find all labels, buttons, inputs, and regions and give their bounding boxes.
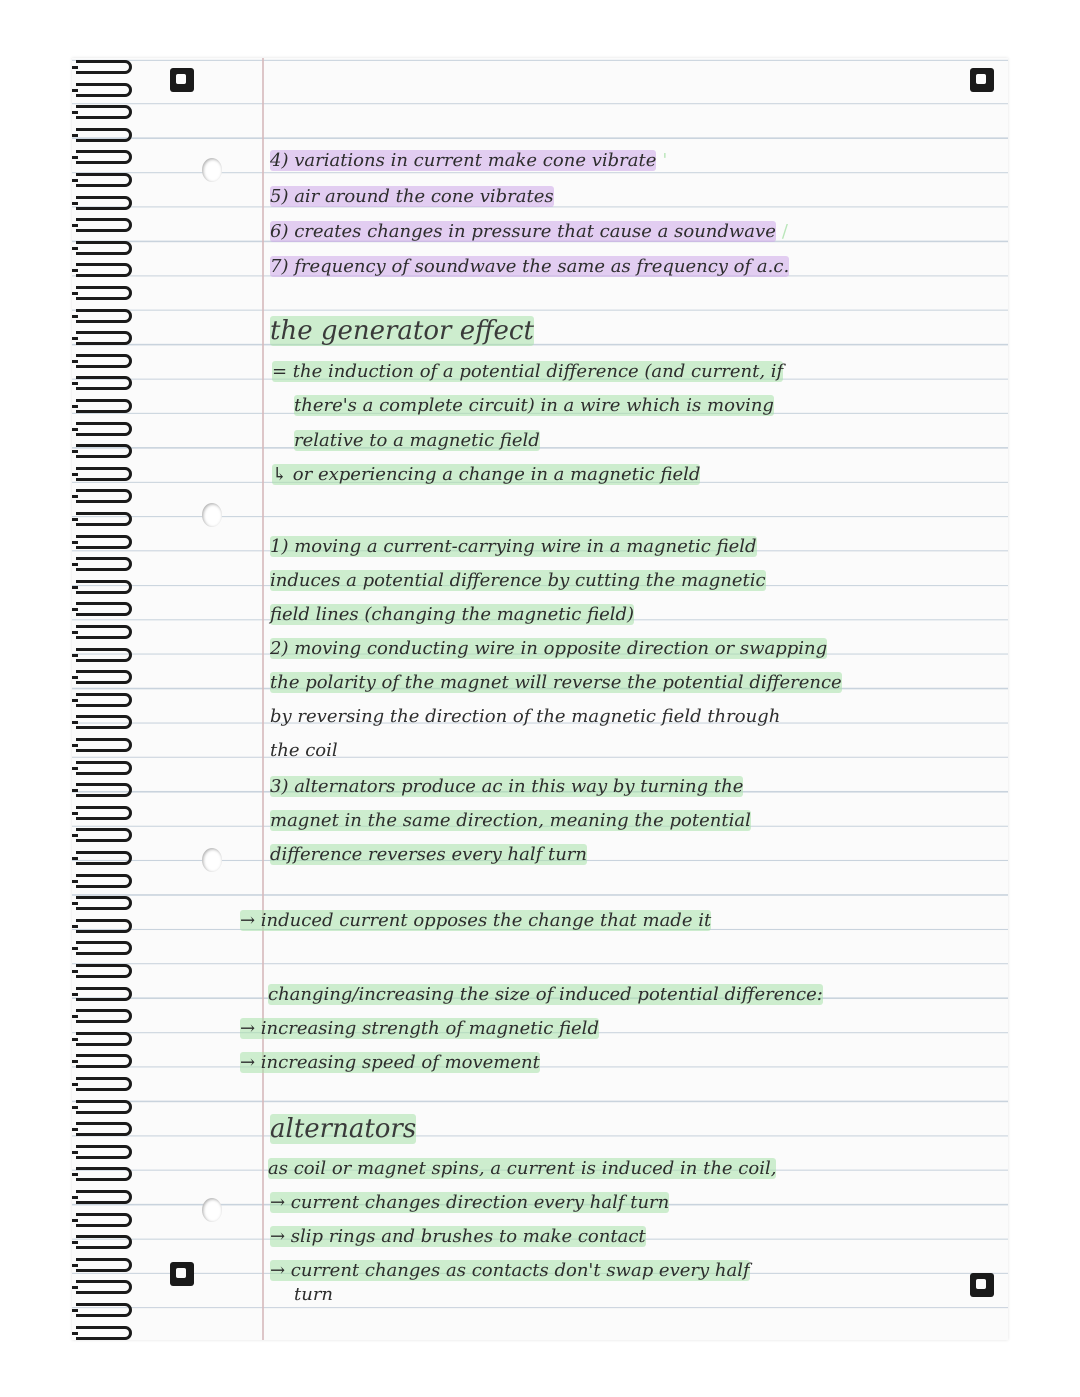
spiral-coil (76, 489, 132, 503)
spiral-coil (76, 964, 132, 978)
spiral-coil (76, 1258, 132, 1272)
generator-point: 1) moving a current-carrying wire in a magnetic field (270, 536, 757, 557)
generator-point: 2) moving conducting wire in opposite direction or swapping (270, 638, 828, 659)
spiral-coil (76, 1032, 132, 1046)
changing-heading: changing/increasing the size of induced potential difference: (268, 984, 823, 1005)
spiral-coil (76, 218, 132, 232)
generator-point: the polarity of the magnet will reverse the potential difference (270, 672, 842, 693)
spiral-coil (76, 602, 132, 616)
spiral-coil (76, 987, 132, 1001)
changing-point: → increasing strength of magnetic field (240, 1018, 599, 1039)
punch-hole (202, 1198, 222, 1222)
punch-hole (202, 848, 222, 872)
corner-marker-icon (970, 1273, 994, 1297)
spiral-coil (76, 919, 132, 933)
alternator-line: as coil or magnet spins, a current is induced in the coil, (268, 1158, 777, 1179)
generator-point: the coil (270, 740, 338, 761)
note-line: 6) creates changes in pressure that cause a soundwave / (270, 221, 788, 242)
spiral-coil (76, 761, 132, 775)
spiral-coil (76, 1077, 132, 1091)
spiral-coil (76, 693, 132, 707)
spiral-coil (76, 422, 132, 436)
spiral-coil (76, 580, 132, 594)
spiral-coil (76, 444, 132, 458)
spiral-coil (76, 1213, 132, 1227)
punch-hole (202, 158, 222, 182)
generator-point: induces a potential difference by cutting the magnetic (270, 570, 766, 591)
spiral-coil (76, 1167, 132, 1181)
spiral-coil (76, 1235, 132, 1249)
heading-generator-effect: the generator effect (270, 316, 534, 346)
changing-point: → increasing speed of movement (240, 1052, 540, 1073)
generator-point: by reversing the direction of the magnetic field through (270, 706, 781, 727)
definition-line: relative to a magnetic field (294, 430, 540, 451)
spiral-coil (76, 173, 132, 187)
spiral-coil (76, 941, 132, 955)
spiral-coil (76, 1326, 132, 1340)
spiral-coil (76, 535, 132, 549)
spiral-coil (76, 1190, 132, 1204)
generator-point: field lines (changing the magnetic field) (270, 604, 635, 625)
spiral-coil (76, 331, 132, 345)
spiral-coil (76, 828, 132, 842)
corner-marker-icon (170, 68, 194, 92)
spiral-coil (76, 150, 132, 164)
spiral-coil (76, 512, 132, 526)
spiral-coil (76, 874, 132, 888)
spiral-coil (76, 783, 132, 797)
spiral-coil (76, 241, 132, 255)
corner-marker-icon (170, 1262, 194, 1286)
spiral-coil (76, 896, 132, 910)
heading-alternators: alternators (270, 1114, 417, 1144)
spiral-coil (76, 1145, 132, 1159)
corner-marker-icon (970, 68, 994, 92)
alternator-line: turn (294, 1284, 334, 1305)
spiral-coil (76, 467, 132, 481)
spiral-coil (76, 1009, 132, 1023)
spiral-coil (76, 376, 132, 390)
notebook-page (72, 58, 1008, 1340)
spiral-coil (76, 83, 132, 97)
definition-line: there's a complete circuit) in a wire which is moving (294, 395, 774, 416)
spiral-binding (72, 58, 142, 1340)
spiral-coil (76, 263, 132, 277)
generator-point: magnet in the same direction, meaning the potential (270, 810, 751, 831)
alternator-line: → slip rings and brushes to make contact (270, 1226, 646, 1247)
spiral-coil (76, 105, 132, 119)
spiral-coil (76, 286, 132, 300)
spiral-coil (76, 670, 132, 684)
spiral-coil (76, 354, 132, 368)
generator-point: difference reverses every half turn (270, 844, 587, 865)
spiral-coil (76, 1122, 132, 1136)
spiral-coil (76, 648, 132, 662)
note-line: 4) variations in current make cone vibrate ' (270, 150, 668, 171)
spiral-coil (76, 625, 132, 639)
spiral-coil (76, 557, 132, 571)
spiral-coil (76, 738, 132, 752)
note-line: 7) frequency of soundwave the same as frequency of a.c. (270, 256, 790, 277)
spiral-coil (76, 309, 132, 323)
margin-line (262, 58, 264, 1340)
alternator-line: → current changes as contacts don't swap every half (270, 1260, 750, 1281)
spiral-coil (76, 1054, 132, 1068)
spiral-coil (76, 806, 132, 820)
alternator-line: → current changes direction every half turn (270, 1192, 670, 1213)
note-line: 5) air around the cone vibrates (270, 186, 554, 207)
induced-current-note: → induced current opposes the change that made it (240, 910, 712, 931)
definition-line: = the induction of a potential difference (and current, if (272, 361, 784, 382)
spiral-coil (76, 128, 132, 142)
spiral-coil (76, 851, 132, 865)
definition-line: ↳ or experiencing a change in a magnetic field (272, 464, 701, 485)
spiral-coil (76, 715, 132, 729)
spiral-coil (76, 1280, 132, 1294)
spiral-coil (76, 196, 132, 210)
punch-hole (202, 503, 222, 527)
spiral-coil (76, 1303, 132, 1317)
spiral-coil (76, 1100, 132, 1114)
spiral-coil (76, 60, 132, 74)
spiral-coil (76, 399, 132, 413)
generator-point: 3) alternators produce ac in this way by turning the (270, 776, 744, 797)
